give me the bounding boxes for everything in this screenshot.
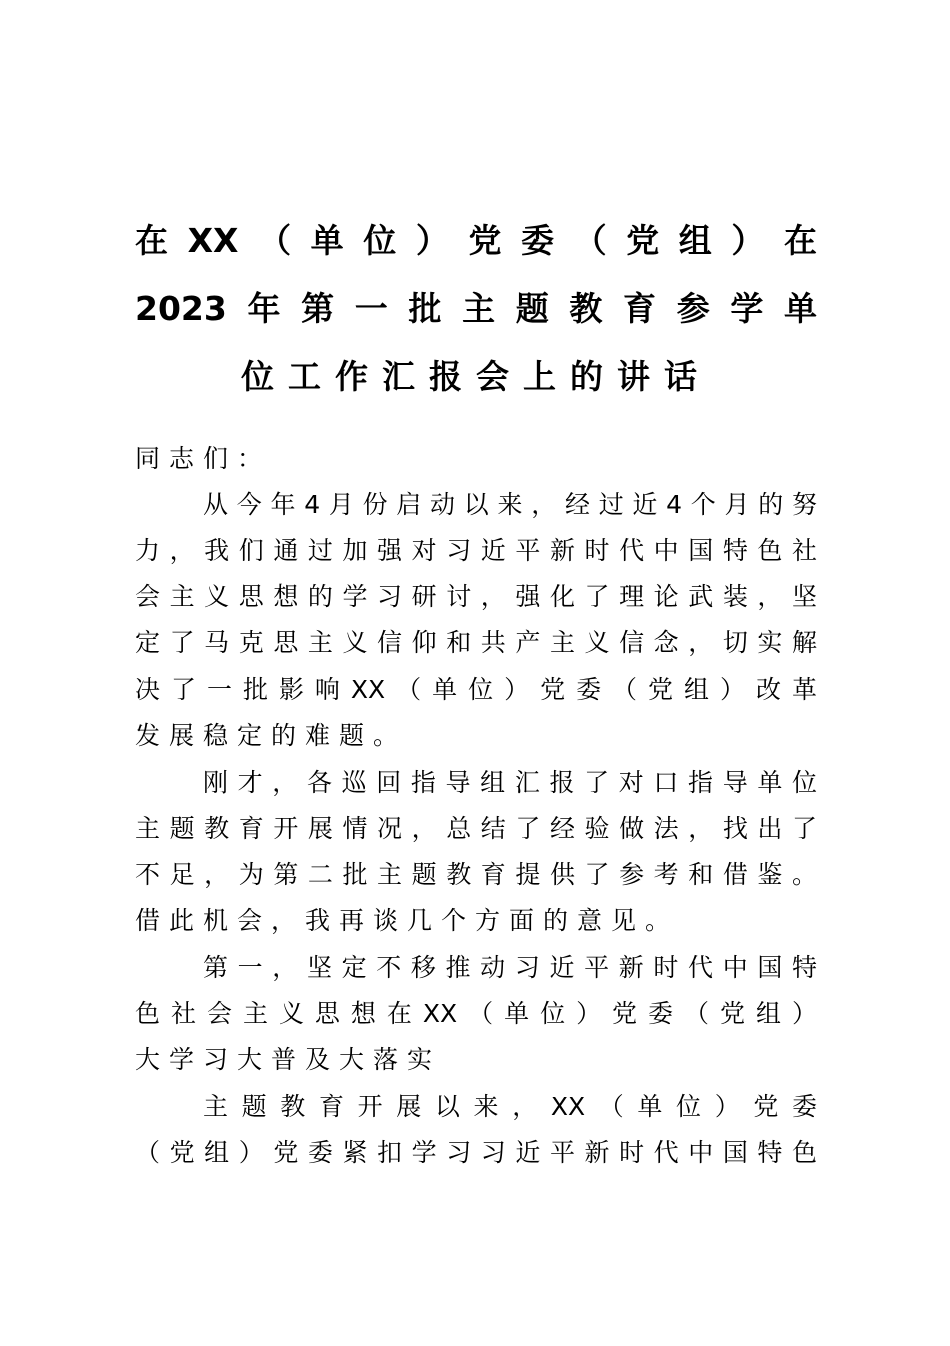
- paragraph-line: 定了马克思主义信仰和共产主义信念，切实解: [135, 628, 817, 657]
- section-heading-line: 色社会主义思想在XX（单位）党委（党组）: [135, 999, 817, 1028]
- paragraph-line: 主题教育开展情况，总结了经验做法，找出了: [135, 814, 817, 843]
- paragraph-line: 决了一批影响XX（单位）党委（党组）改革: [135, 675, 817, 704]
- paragraph-line: 刚才，各巡回指导组汇报了对口指导单位: [203, 768, 817, 797]
- paragraph-line: （党组）党委紧扣学习习近平新时代中国特色: [135, 1138, 817, 1167]
- paragraph-line: 力，我们通过加强对习近平新时代中国特色社: [135, 536, 817, 565]
- section-heading-line: 大学习大普及大落实: [135, 1045, 442, 1074]
- paragraph-line: 借此机会，我再谈几个方面的意见。: [135, 906, 680, 935]
- document-title-line-2: 2023年第一批主题教育参学单: [135, 289, 817, 328]
- paragraph-line: 发展稳定的难题。: [135, 721, 408, 750]
- document-title-line-3: 位工作汇报会上的讲话: [241, 357, 711, 396]
- document-title-line-1: 在XX（单位）党委（党组）在: [135, 221, 817, 260]
- paragraph-line: 不足，为第二批主题教育提供了参考和借鉴。: [135, 860, 817, 889]
- paragraph-line: 会主义思想的学习研讨，强化了理论武装，坚: [135, 582, 817, 611]
- greeting: 同志们：: [135, 444, 272, 473]
- section-heading-line: 第一，坚定不移推动习近平新时代中国特: [203, 953, 817, 982]
- paragraph-line: 从今年4月份启动以来，经过近4个月的努: [203, 490, 817, 519]
- paragraph-line: 主题教育开展以来，XX（单位）党委: [203, 1092, 817, 1121]
